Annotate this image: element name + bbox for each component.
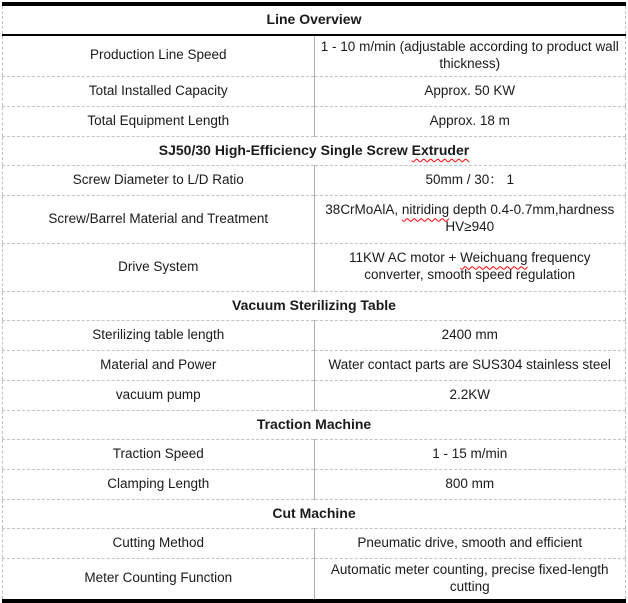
spec-label: Traction Speed (3, 439, 315, 469)
spellcheck-underlined-word: Extruder (411, 142, 470, 158)
section-row-cut-machine (3, 499, 626, 528)
spec-label: Clamping Length (3, 469, 315, 499)
spec-value: 1 - 15 m/min (314, 439, 626, 469)
spec-label: Meter Counting Function (3, 558, 315, 600)
spec-value: 1 - 10 m/min (adjustable according to product wall thickness) (314, 35, 626, 76)
section-row-extruder (3, 136, 626, 165)
spec-row (3, 106, 626, 136)
section-title-text: SJ50/30 High-Efficiency Single Screw (158, 142, 412, 158)
spec-label: vacuum pump (3, 380, 315, 410)
spec-table (2, 2, 626, 603)
spec-row (3, 528, 626, 558)
spec-row (3, 195, 626, 243)
value-text: 11KW AC motor + (348, 250, 461, 266)
spec-label: Drive System (3, 243, 315, 291)
spec-row (3, 35, 626, 76)
value-text: depth 0.4-0.7mm,hardness HV≥940 (445, 202, 615, 235)
spec-value: Automatic meter counting, precise fixed-length cutting (314, 558, 626, 600)
spec-label: Production Line Speed (3, 35, 315, 76)
value-text: frequency converter, smooth speed regulation (364, 250, 591, 283)
section-title: Traction Machine (3, 410, 626, 439)
spec-value: 800 mm (314, 469, 626, 499)
spec-row (3, 320, 626, 350)
section-row-vacuum-table (3, 291, 626, 320)
spec-label: Material and Power (3, 350, 315, 380)
spec-value (314, 243, 626, 291)
spec-value: Approx. 50 KW (314, 76, 626, 106)
spellcheck-underlined-word: Weichuang (460, 250, 528, 266)
spec-row (3, 76, 626, 106)
spellcheck-underlined-word: nitriding (401, 202, 450, 218)
spec-row (3, 243, 626, 291)
spec-value: Approx. 18 m (314, 106, 626, 136)
spec-label: Total Installed Capacity (3, 76, 315, 106)
spec-label: Total Equipment Length (3, 106, 315, 136)
spec-value: Water contact parts are SUS304 stainless steel (314, 350, 626, 380)
spec-label: Screw/Barrel Material and Treatment (3, 195, 315, 243)
spec-label: Cutting Method (3, 528, 315, 558)
spec-row (3, 558, 626, 600)
spec-value: 2400 mm (314, 320, 626, 350)
spec-row (3, 439, 626, 469)
spec-row (3, 380, 626, 410)
section-row-traction-machine (3, 410, 626, 439)
spec-value: 2.2KW (314, 380, 626, 410)
spec-row (3, 165, 626, 195)
spec-row (3, 350, 626, 380)
spec-value: 50mm / 30： 1 (314, 165, 626, 195)
section-row-line-overview (3, 4, 626, 35)
spec-value: Pneumatic drive, smooth and efficient (314, 528, 626, 558)
section-title: Cut Machine (3, 499, 626, 528)
spec-value (314, 195, 626, 243)
section-title (3, 136, 626, 165)
spec-label: Screw Diameter to L/D Ratio (3, 165, 315, 195)
section-title: Line Overview (266, 11, 362, 28)
spec-label: Sterilizing table length (3, 320, 315, 350)
spec-row (3, 469, 626, 499)
value-text: 38CrMoAlA, (325, 202, 402, 218)
section-title: Vacuum Sterilizing Table (3, 291, 626, 320)
